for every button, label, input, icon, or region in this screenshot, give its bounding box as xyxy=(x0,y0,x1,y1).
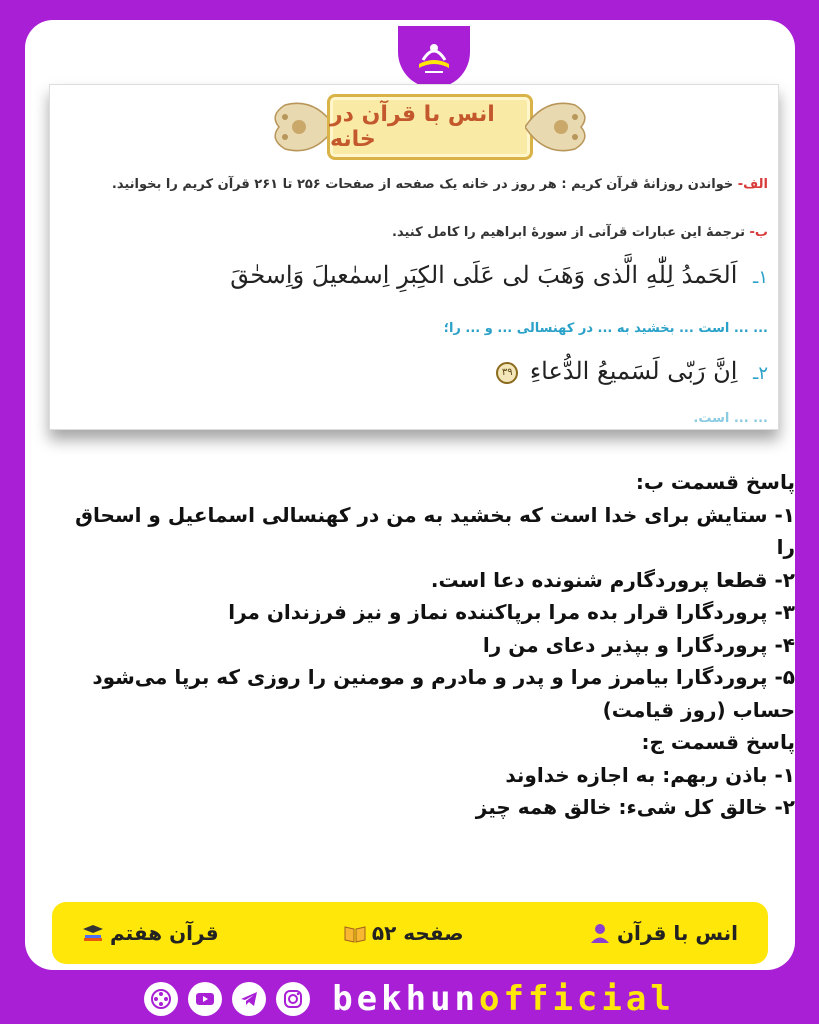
part-a-text: خواندن روزانهٔ قرآن کریم : هر روز در خانه یک صفحه از صفحات ۲۵۶ تا ۲۶۱ قرآن کریم را بخوانید. xyxy=(111,177,734,192)
answer-b3: ۳- پروردگارا قرار بده مرا برپاکننده نماز و نیز فرزندان مرا xyxy=(228,600,795,624)
lesson-banner xyxy=(265,87,595,167)
footer-book-text: قرآن هفتم xyxy=(110,921,219,945)
footer-lesson xyxy=(589,921,738,945)
footer-page-text: صفحه ۵۲ xyxy=(371,921,464,945)
footer-lesson-text: انس با قرآن xyxy=(616,921,738,945)
ayah-2-translation-blank: ... ... است. xyxy=(693,411,768,426)
brand-handle[interactable] xyxy=(332,979,675,1019)
answers-section xyxy=(55,466,795,824)
ayah-1 xyxy=(58,261,768,289)
part-a-label: الف- xyxy=(737,177,768,192)
answer-c2: ۲- خالق کل شیء: خالق همه چیز xyxy=(475,795,795,819)
aparat-button[interactable] xyxy=(144,982,178,1016)
answers-c-title: پاسخ قسمت ج: xyxy=(641,730,795,754)
social-bar xyxy=(0,974,819,1024)
part-b-text: ترجمهٔ این عبارات قرآنی از سورهٔ ابراهیم را کامل کنید. xyxy=(392,225,745,240)
instagram-icon xyxy=(282,988,304,1010)
instagram-button[interactable] xyxy=(276,982,310,1016)
brand-handle-yellow: official xyxy=(479,979,675,1019)
telegram-button[interactable] xyxy=(232,982,266,1016)
textbook-excerpt xyxy=(49,84,779,430)
ornament-left-icon xyxy=(265,95,335,159)
student-icon xyxy=(589,922,611,944)
footer-page xyxy=(344,921,464,945)
brand-handle-white: bekhun xyxy=(332,979,480,1019)
content-card xyxy=(25,20,795,970)
part-b-instruction xyxy=(58,225,768,240)
footer-bar xyxy=(52,902,768,964)
verse-number-badge: ٣٩ xyxy=(496,362,518,384)
open-book-icon xyxy=(344,922,366,944)
ayah-2 xyxy=(58,357,768,385)
youtube-icon xyxy=(194,988,216,1010)
ornament-right-icon xyxy=(525,95,595,159)
ayah-1-number: ١ـ xyxy=(753,267,768,288)
part-a-instruction xyxy=(58,177,768,192)
youtube-button[interactable] xyxy=(188,982,222,1016)
ayah-2-number: ٢ـ xyxy=(753,363,768,384)
book-logo-icon xyxy=(411,34,457,80)
graduation-books-icon xyxy=(82,922,104,944)
ayah-1-translation-blank: ... ... است ... بخشید به ... در کهنسالی ... و ... را؛ xyxy=(443,321,768,336)
brand-logo xyxy=(398,26,470,88)
telegram-icon xyxy=(238,988,260,1010)
footer-book xyxy=(82,921,219,945)
banner-title: انس با قرآن در خانه xyxy=(327,94,533,160)
ayah-1-text: اَلحَمدُ لِلّٰهِ الَّذی وَهَبَ لی عَلَی الکِبَرِ اِسمٰعیلَ وَاِسحٰقَ xyxy=(230,261,738,289)
aparat-icon xyxy=(150,988,172,1010)
answer-c1: ۱- باذن ربهم: به اجازه خداوند xyxy=(505,762,795,787)
part-b-label: ب- xyxy=(749,225,768,240)
answer-b1: ۱- ستایش برای خدا است که بخشید به من در کهنسالی اسماعیل و اسحاق را xyxy=(75,502,795,559)
answer-b5: ۵- پروردگارا بیامرز مرا و پدر و مادرم و مومنین را روزی که برپا می‌شود حساب (روز قیامت) xyxy=(92,665,795,722)
ayah-2-text: اِنَّ رَبّی لَسَمیعُ الدُّعاءِ xyxy=(529,357,738,385)
answer-b2: ۲- قطعا پروردگارم شنونده دعا است. xyxy=(430,567,795,592)
answer-b4: ۴- پروردگارا و بپذیر دعای من را xyxy=(482,632,795,657)
answers-b-title: پاسخ قسمت ب: xyxy=(635,470,795,494)
